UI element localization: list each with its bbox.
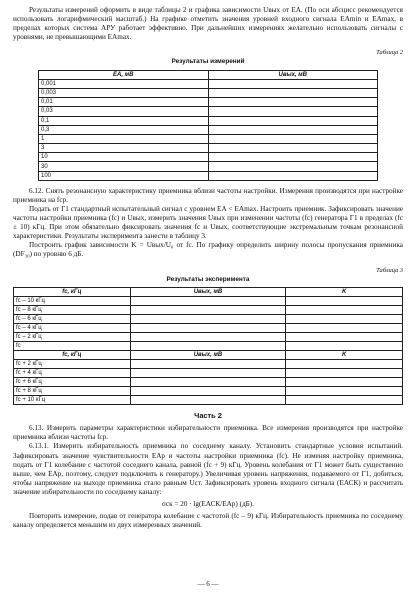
table3-header-k: K (286, 287, 403, 296)
page-number: — 6 — (197, 579, 219, 588)
table2-cell-ea: 100 (39, 171, 209, 180)
table2-row (39, 134, 378, 143)
table2-cell-uout (208, 171, 378, 180)
table2-cell-uout (208, 98, 378, 107)
table3-title: Результаты эксперимента (166, 275, 250, 283)
table3-cell-fc: fс – 6 кГц (14, 314, 131, 323)
table2-cell-ea: 30 (39, 162, 209, 171)
table3-cell-fc: fс + 2 кГц (14, 360, 131, 369)
table3 (13, 287, 403, 405)
table2-cell-ea: 0,3 (39, 125, 209, 134)
table3-row (14, 360, 403, 369)
table2-title: Результаты измерений (171, 58, 245, 66)
table3-row (14, 387, 403, 396)
table3-row (14, 296, 403, 305)
table2-row (39, 88, 378, 97)
table3-cell-uout (130, 360, 286, 369)
table3-header-row (14, 287, 403, 296)
table3-cell-uout (130, 341, 286, 350)
table3-cell-k (286, 314, 403, 323)
table3-cell-k (286, 305, 403, 314)
table2-row (39, 116, 378, 125)
table3-cell-k (286, 296, 403, 305)
table3-cell-fc: fс – 2 кГц (14, 332, 131, 341)
table3-cell-k (286, 369, 403, 378)
table2-cell-uout (208, 153, 378, 162)
table2-cell-ea: 10 (39, 153, 209, 162)
table2-cell-uout (208, 107, 378, 116)
table3-cell-k (286, 341, 403, 350)
table3-cell-uout (130, 332, 286, 341)
table3-cell-fc: fс – 8 кГц (14, 305, 131, 314)
part2-paragraph1: 6.13. Измерить параметры характеристики избирательности приемника. Все измерения производятся при настройке приемника вблизи частоты fср. (13, 424, 403, 442)
selectivity-formula: σск = 20 · lg(EАСК/EАр) (дБ). (162, 499, 254, 508)
table3-cell-uout (130, 314, 286, 323)
table2-cell-ea: 0,001 (39, 79, 209, 88)
table2-cell-uout (208, 144, 378, 153)
table2-cell-uout (208, 125, 378, 134)
table3-row (14, 314, 403, 323)
section612-paragraph1: 6.12. Снять резонансную характеристику приемника вблизи частоты настройки. Измерения производятся при настройке приемника на fср. (13, 186, 403, 204)
part2-title: Часть 2 (194, 411, 222, 421)
table3-cell-fc: fс + 6 кГц (14, 378, 131, 387)
table2-row (39, 98, 378, 107)
table3-cell-fc: fс + 10 кГц (14, 396, 131, 405)
table3-header-row (14, 350, 403, 359)
table3-cell-fc: fс + 8 кГц (14, 387, 131, 396)
part2-paragraph2: 6.13.1. Измерить избирательность приемника по соседнему каналу. Установить стандартные условия испытаний. Зафиксировать значение чувствительности EАр и частоты настройки приемника (fс). Не изменяя настройку приемника, подать от Г1 колебание с частотой соседнего канала, равной (fс + 9) кГц. Уровень колебания от Г1 может быть существенно выше, чем EАр, поэтому, следует подключить к генератору.) Увеличивая уровень напряжения, подаваемого от Г1, добиться, чтобы напряжение на выходе приемника стало равным Uст. Зафиксировать уровень входного сигнала (EАСК) и рассчитать значение избирательности по соседнему каналу: (13, 442, 403, 496)
table3-row (14, 332, 403, 341)
table3-cell-uout (130, 387, 286, 396)
table3-row (14, 341, 403, 350)
table3-cell-k (286, 332, 403, 341)
table3-header-uout: Uвых, мВ (130, 287, 286, 296)
table2-cell-ea: 0,003 (39, 88, 209, 97)
table3-row (14, 369, 403, 378)
table2-row (39, 125, 378, 134)
table3-caption: Таблица 3 (376, 266, 403, 274)
table2-cell-uout (208, 79, 378, 88)
section612-paragraph2: Подать от Г1 стандартный испытательный сигнал с уровнем EА < EАmax. Настроить приемник. Зафиксировать значение частоты настройки приемника (fс) и Uвых, измерить значения Uвых при изменении частоты (fс) генератора Г1 в пределах (fс ± 10) кГц. При этом обязательно фиксировать значения fс и Uвых, соответствующие экстремальным точкам резонансной характеристики. Результаты эксперимента занести в таблицу 3. (13, 205, 403, 241)
table2-caption: Таблица 2 (376, 49, 403, 57)
table3-cell-k (286, 360, 403, 369)
table2-cell-uout (208, 88, 378, 97)
table2-cell-ea: 0,01 (39, 98, 209, 107)
table2-row (39, 162, 378, 171)
table3-row (14, 305, 403, 314)
table3-header-fc: fс, кГц (14, 350, 131, 359)
table2-header-uout: Uвых, мВ (208, 70, 378, 79)
table3-cell-k (286, 378, 403, 387)
table3-cell-uout (130, 378, 286, 387)
table3-row (14, 396, 403, 405)
table2-row (39, 171, 378, 180)
section612-paragraph3: Построить график зависимости K = Uвых/U₀ от fс. По графику определить ширину полосы пропускания приемника (DF₃₀) по уровню 6 дБ. (13, 241, 403, 259)
table3-cell-fc: fс + 4 кГц (14, 369, 131, 378)
intro-paragraph: Результаты измерений оформить в виде таблицы 2 и графика зависимости Uвых от EА. (По оси абсцисс рекомендуется использовать логарифмический масштаб.) На графике отметить значения уровней входного сигнала EАmin и EАmax, в пределах которых система АРУ работает эффективно. При дальнейших измерениях желательно использовать сигналы с уровнями, не превышающими EАmax. (13, 6, 403, 42)
table2-cell-ea: 0,1 (39, 116, 209, 125)
table2-cell-ea: 3 (39, 144, 209, 153)
table2-cell-uout (208, 116, 378, 125)
table2-cell-uout (208, 134, 378, 143)
table2-cell-ea: 1 (39, 134, 209, 143)
table3-cell-k (286, 396, 403, 405)
table3-cell-fc: fс (14, 341, 131, 350)
table2-cell-uout (208, 162, 378, 171)
table2-row (39, 144, 378, 153)
table3-header-uout: Uвых, мВ (130, 350, 286, 359)
table2-cell-ea: 0,03 (39, 107, 209, 116)
table2-body (39, 79, 378, 180)
table3-cell-fc: fс – 10 кГц (14, 296, 131, 305)
table3-cell-uout (130, 369, 286, 378)
table3-row (14, 323, 403, 332)
table3-cell-k (286, 323, 403, 332)
table3-row (14, 378, 403, 387)
table2-row (39, 79, 378, 88)
table2-row (39, 153, 378, 162)
part2-paragraph3: Повторить измерение, подав от генератора колебание с частотой (fс – 9) кГц. Избирательность приемника по соседнему каналу определяется меньшим из двух измеренных значений. (13, 512, 403, 530)
table3-cell-k (286, 387, 403, 396)
table3-cell-uout (130, 305, 286, 314)
table3-cell-fc: fс – 4 кГц (14, 323, 131, 332)
table3-cell-uout (130, 396, 286, 405)
table3-header-k: K (286, 350, 403, 359)
table3-cell-uout (130, 296, 286, 305)
table3-body (14, 287, 403, 404)
table3-header-fc: fс, кГц (14, 287, 131, 296)
table3-cell-uout (130, 323, 286, 332)
table2-row (39, 107, 378, 116)
table2-header-ea: EА, мВ (39, 70, 209, 79)
table2 (38, 70, 378, 181)
